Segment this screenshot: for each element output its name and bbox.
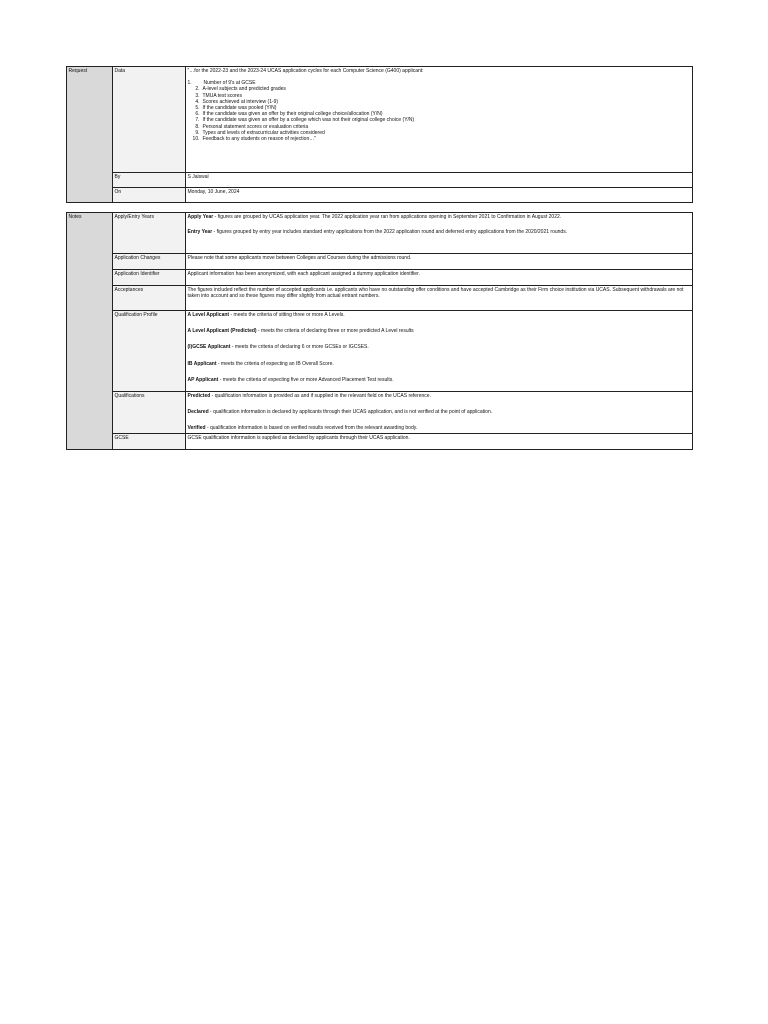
qualification-note: Declared - qualification information is declared by applicants through their UCAS application, and is not verified at the point of application. bbox=[187, 409, 493, 416]
list-item: 2. A-level subjects and predicted grades bbox=[195, 86, 286, 93]
data-value-cell bbox=[186, 67, 693, 173]
gcse-label: GCSE bbox=[114, 434, 129, 441]
notes-section-label bbox=[67, 213, 113, 450]
notes-label-text: Notes bbox=[68, 214, 82, 220]
qualifications-label-cell bbox=[113, 392, 186, 434]
request-label-text: Request bbox=[68, 68, 88, 74]
list-item: 9. Types and levels of extracurricular activities considered bbox=[195, 129, 325, 136]
profile-note: A Level Applicant - meets the criteria of sitting three or more A Levels. bbox=[187, 312, 345, 318]
acceptances-label-cell bbox=[113, 286, 186, 311]
list-item: 7. If the candidate was given an offer by a college which was not their original college choice (Y/N) bbox=[195, 117, 415, 124]
qualifications-value-cell bbox=[186, 392, 693, 434]
app-identifier-label-cell bbox=[113, 270, 186, 286]
data-request-list bbox=[188, 80, 692, 142]
on-label-cell bbox=[113, 188, 186, 203]
qualification-note: Predicted - qualification information is provided as and if supplied in the relevant field on the UCAS reference. bbox=[187, 393, 431, 399]
profile-note: AP Applicant - meets the criteria of expecting five or more Advanced Placement Test results. bbox=[187, 376, 394, 383]
by-value-cell bbox=[186, 173, 693, 188]
on-value-cell bbox=[186, 188, 693, 203]
app-identifier-value-cell bbox=[186, 270, 693, 286]
list-item: 4. Scores achieved at interview (1-9) bbox=[195, 98, 279, 105]
qual-profile-value-cell bbox=[186, 311, 693, 392]
entry-year-note: Entry Year - figures grouped by entry year includes standard entry applications from the 2022 application round and deferred entry applications from the 2020/2021 rounds. bbox=[187, 229, 568, 236]
profile-note: IB Applicant - meets the criteria of expecting an IB Overall Score. bbox=[187, 360, 334, 367]
list-item: 8. Personal statement scores or evaluation criteria bbox=[195, 123, 309, 130]
list-item: 3. TMUA test scores bbox=[195, 92, 242, 99]
gcse-note: GCSE qualification information is supplied as declared by applicants through their UCAS application. bbox=[187, 434, 410, 441]
apply-entry-label: Apply/Entry Years bbox=[114, 214, 154, 220]
notes-table bbox=[66, 212, 693, 450]
app-changes-label: Application Changes bbox=[114, 255, 161, 261]
app-identifier-note: Applicant information has been anonymized, with each applicant assigned a dummy application identifier. bbox=[187, 271, 420, 277]
data-intro: "…for the 2022-23 and the 2023-24 UCAS application cycles for each Computer Science (G400) applicant: bbox=[187, 68, 424, 74]
data-label-cell bbox=[113, 67, 186, 173]
request-table bbox=[66, 66, 693, 203]
on-date: Monday, 10 June, 2024 bbox=[187, 189, 240, 195]
request-section-label bbox=[67, 67, 113, 203]
qual-profile-label-cell bbox=[113, 311, 186, 392]
acceptances-label: Acceptances bbox=[114, 287, 144, 293]
by-value: S Jaiswal bbox=[187, 174, 209, 180]
app-changes-note: Please note that some applicants move between Colleges and Courses during the admissions round. bbox=[187, 255, 412, 261]
list-item: 5. If the candidate was pooled (Y/N) bbox=[195, 105, 277, 112]
profile-note: (I)GCSE Applicant - meets the criteria of declaring 6 or more GCSEs or IGCSES. bbox=[187, 344, 369, 351]
on-label: On bbox=[114, 189, 122, 195]
qualifications-label: Qualifications bbox=[114, 393, 145, 399]
acceptances-value-cell bbox=[186, 286, 693, 311]
list-item: 6. If the candidate was given an offer by their original college choice/allocation (Y/N) bbox=[195, 111, 383, 118]
acceptances-note: The figures included reflect the number of accepted applicants i.e. applicants who have no outstanding offer conditions and have accepted Cambridge as their Firm choice institution via UCAS. Subsequent withdrawals are not taken into account and so these figures may differ slightly from actual entrant numbers. bbox=[187, 287, 684, 300]
apply-year-note: Apply Year - figures are grouped by UCAS application year. The 2022 application year ran from applications opening in September 2021 to Confirmation in August 2022. bbox=[187, 214, 562, 220]
gcse-label-cell bbox=[113, 433, 186, 449]
by-label: By bbox=[114, 174, 121, 180]
gcse-value-cell bbox=[186, 433, 693, 449]
app-changes-value-cell bbox=[186, 254, 693, 270]
app-changes-label-cell bbox=[113, 254, 186, 270]
apply-entry-label-cell bbox=[113, 213, 186, 254]
qualification-note: Verified - qualification information is based on verified results received from the relevant awarding body. bbox=[187, 425, 418, 432]
qual-profile-label: Qualification Profile bbox=[114, 312, 158, 318]
profile-note: A Level Applicant (Predicted) - meets the criteria of declaring three or more predicted A Level results bbox=[187, 328, 414, 335]
list-item: 1. Number of 9's at GCSE bbox=[187, 80, 256, 87]
app-identifier-label: Application Identifier bbox=[114, 271, 160, 277]
data-label: Data bbox=[114, 68, 126, 74]
by-label-cell bbox=[113, 173, 186, 188]
apply-entry-value-cell bbox=[186, 213, 693, 254]
list-item: 10. Feedback to any students on reason of rejection…" bbox=[192, 136, 317, 143]
